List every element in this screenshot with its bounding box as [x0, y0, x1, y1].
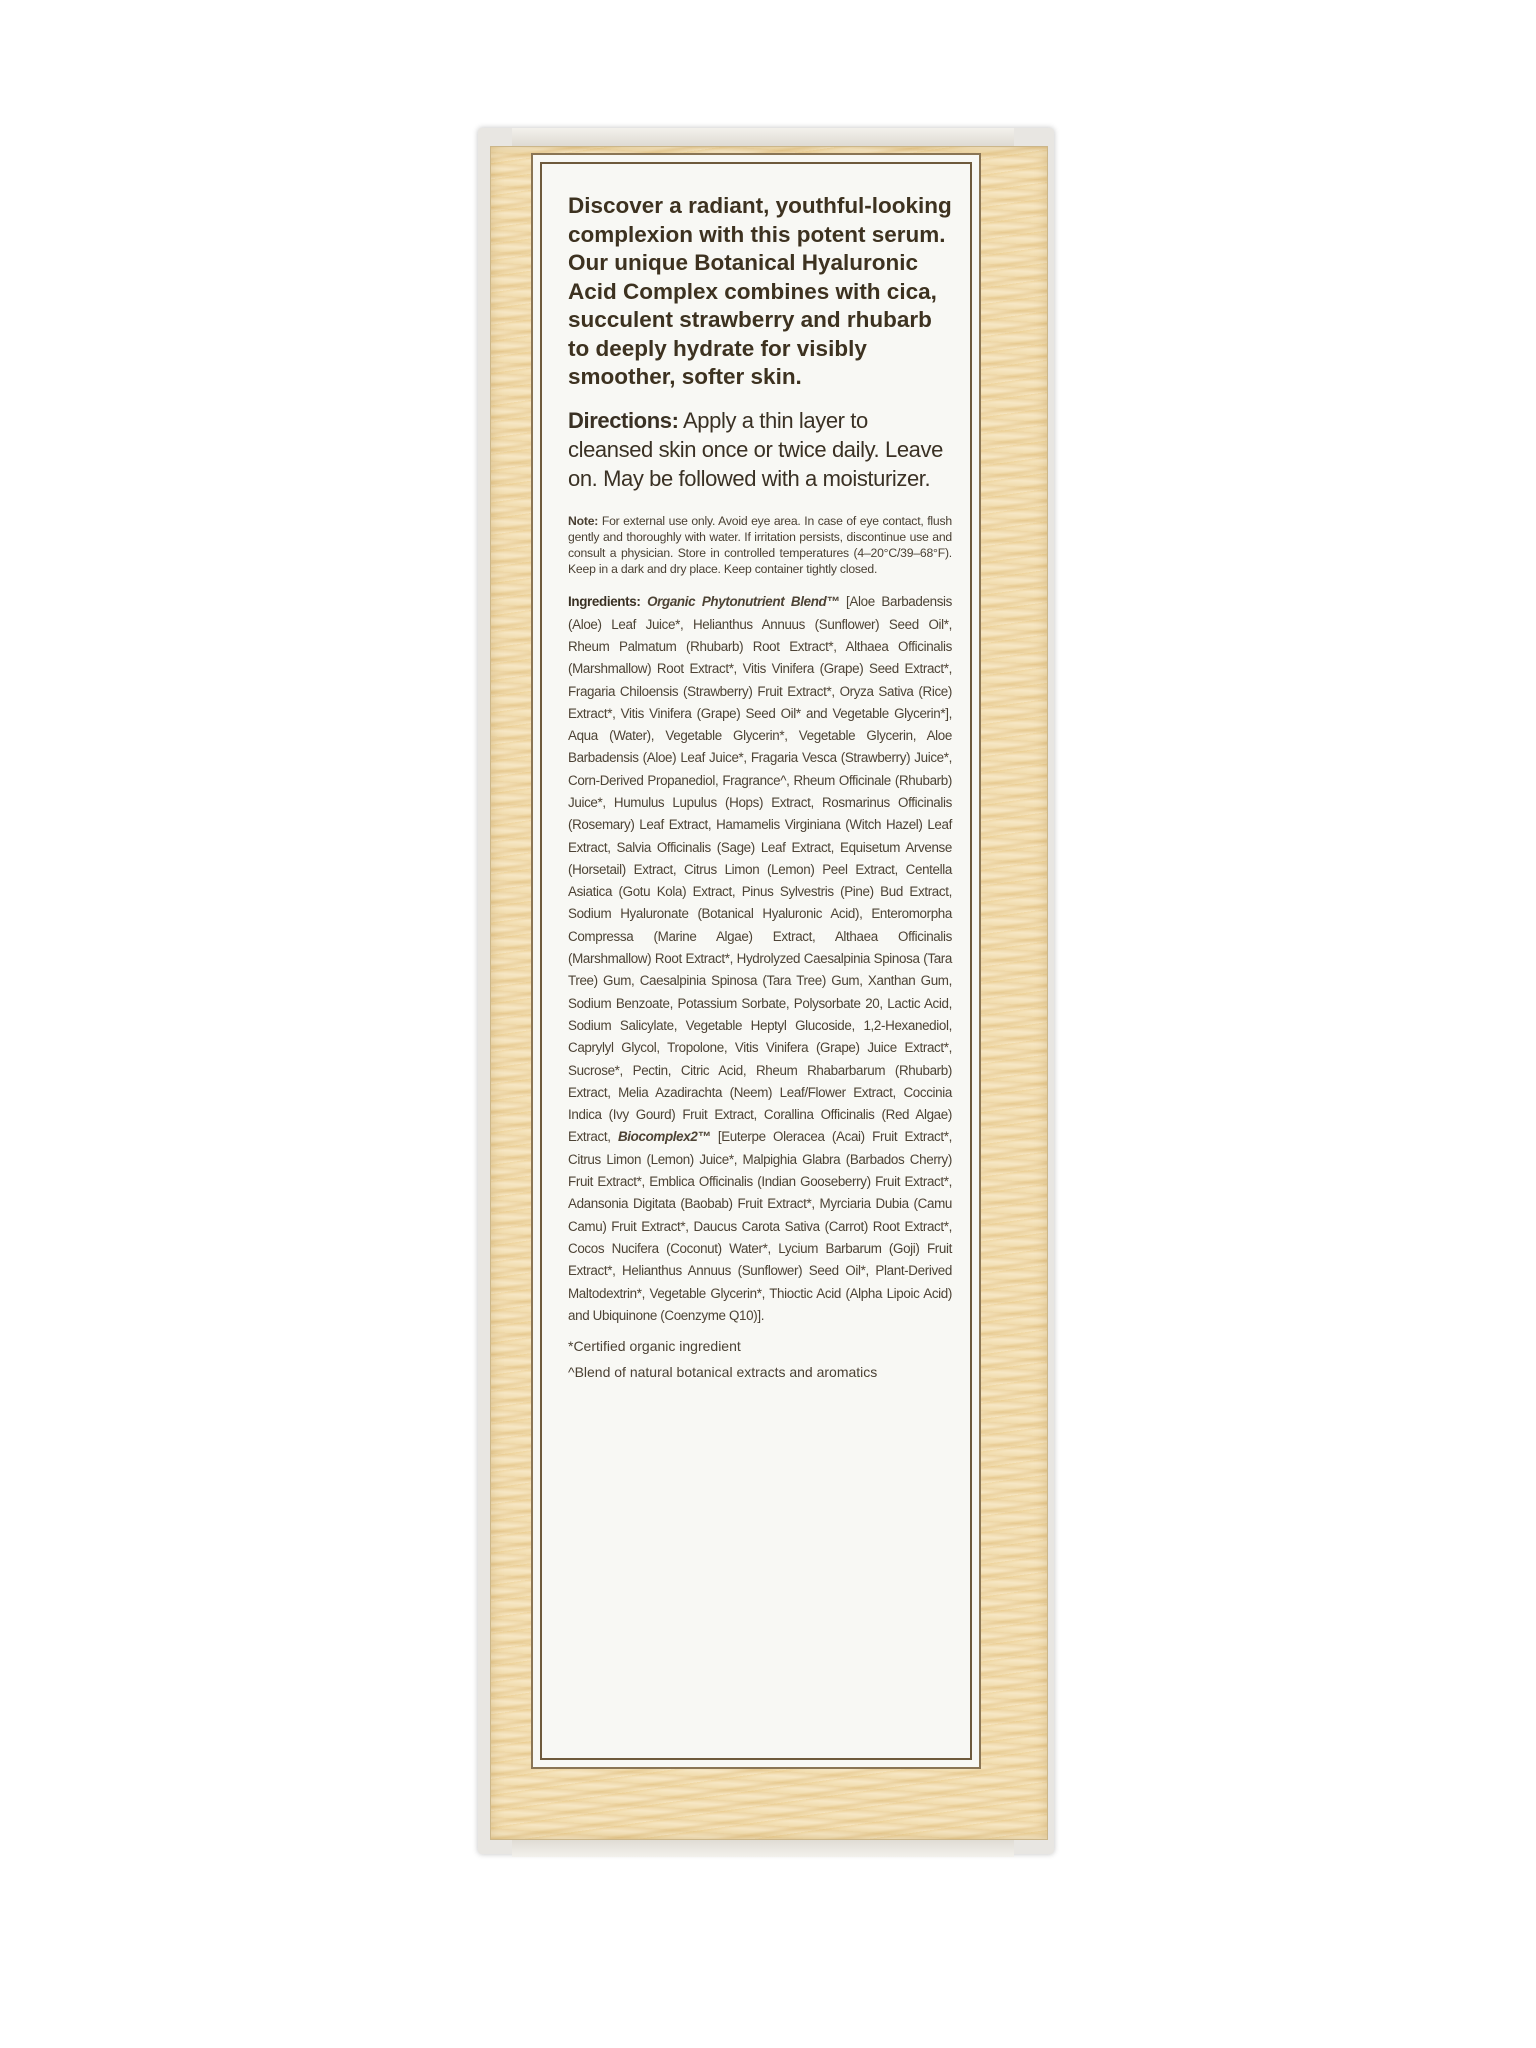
- directions: [568, 406, 952, 493]
- ingredients-label: Ingredients:: [568, 594, 641, 610]
- note: [568, 513, 952, 578]
- product-description: Discover a radiant, youthful-looking complexion with this potent serum. Our unique Botanical Hyaluronic Acid Complex combines with cica, succulent strawberry and rhubarb to deeply hydrate for visibly smoother, softer skin.: [568, 193, 952, 389]
- directions-label: Directions:: [568, 407, 679, 433]
- footnote-blend: ^Blend of natural botanical extracts and aromatics: [568, 1364, 878, 1381]
- label-content: [568, 192, 952, 1383]
- ingredients-text: [Aloe Barbadensis (Aloe) Leaf Juice*, Helianthus Annuus (Sunflower) Seed Oil*, Rheum Palmatum (Rhubarb) Root Extract*, Althaea Officinalis (Marshmallow) Root Extract*, Vitis Vinifera (Grape) Seed Extract*, Fragaria Chiloensis (Strawberry) Fruit Extract*, Oryza Sativa (Rice) Extract*, Vitis Vinifera (Grape) Seed Oil* and Vegetable Glycerin*], Aqua (Water), Vegetable Glycerin*, Vegetable Glycerin, Aloe Barbadensis (Aloe) Leaf Juice*, Fragaria Vesca (Strawberry) Juice*, Corn-Derived Propanediol, Fragrance^, Rheum Officinale (Rhubarb) Juice*, Humulus Lupulus (Hops) Extract, Rosmarinus Officinalis (Rosemary) Leaf Extract, Hamamelis Virginiana (Witch Hazel) Leaf Extract, Salvia Officinalis (Sage) Leaf Extract, Equisetum Arvense (Horsetail) Extract, Citrus Limon (Lemon) Peel Extract, Centella Asiatica (Gotu Kola) Extract, Pinus Sylvestris (Pine) Bud Extract, Sodium Hyaluronate (Botanical Hyaluronic Acid), Enteromorpha Compressa (Marine Algae) Extract, Althaea Officinalis (Marshmallow) Root Extract*, Hydrolyzed Caesalpinia Spinosa (Tara Tree) Gum, Caesalpinia Spinosa (Tara Tree) Gum, Xanthan Gum, Sodium Benzoate, Potassium Sorbate, Polysorbate 20, Lactic Acid, Sodium Salicylate, Vegetable Heptyl Glucoside, 1,2-Hexanediol, Caprylyl Glycol, Tropolone, Vitis Vinifera (Grape) Juice Extract*, Sucrose*, Pectin, Citric Acid, Rheum Rhabarbarum (Rhubarb) Extract, Melia Azadirachta (Neem) Leaf/Flower Extract, Coccinia Indica (Ivy Gourd) Fruit Extract, Corallina Officinalis (Red Algae) Extract,: [568, 594, 953, 1145]
- ingredients-blend-name: Organic Phytonutrient Blend™: [647, 594, 840, 610]
- directions-text: Apply a thin layer to cleansed skin once or twice daily. Leave on. May be followed with a moisturizer.: [568, 407, 943, 491]
- note-label: Note:: [568, 513, 599, 528]
- note-text: For external use only. Avoid eye area. In case of eye contact, flush gently and thoroughly with water. If irritation persists, discontinue use and consult a physician. Store in controlled temperatures (4–20°C/39–68°F). Keep in a dark and dry place. Keep container tightly closed.: [568, 513, 952, 577]
- ingredients-complex-name: Biocomplex2™: [617, 1129, 711, 1145]
- ingredients-text-2: [Euterpe Oleracea (Acai) Fruit Extract*, Citrus Limon (Lemon) Juice*, Malpighia Glabra (Barbados Cherry) Fruit Extract*, Emblica Officinalis (Indian Gooseberry) Fruit Extract*, Adansonia Digitata (Baobab) Fruit Extract*, Myrciaria Dubia (Camu Camu) Fruit Extract*, Daucus Carota Sativa (Carrot) Root Extract*, Cocos Nucifera (Coconut) Water*, Lycium Barbarum (Goji) Fruit Extract*, Helianthus Annuus (Sunflower) Seed Oil*, Plant-Derived Maltodextrin*, Vegetable Glycerin*, Thioctic Acid (Alpha Lipoic Acid) and Ubiquinone (Coenzyme Q10)].: [568, 1129, 952, 1323]
- ingredients: [568, 591, 952, 1327]
- footnote-organic: *Certified organic ingredient: [568, 1338, 741, 1355]
- label-panel: [540, 162, 972, 1760]
